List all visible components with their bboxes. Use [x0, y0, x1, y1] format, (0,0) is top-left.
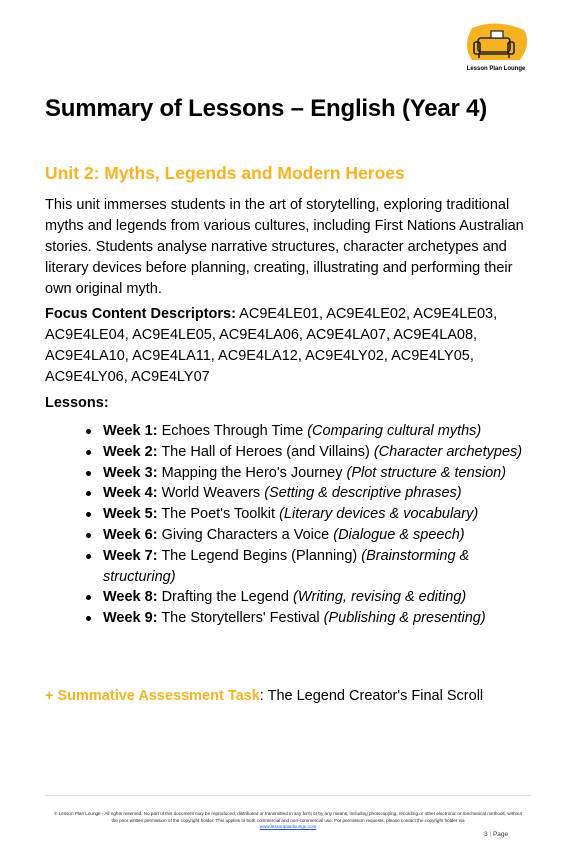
list-item: [82, 483, 532, 504]
page-number-value: 3: [484, 831, 488, 838]
week-label: Week 4:: [103, 485, 158, 502]
week-label: Week 5:: [103, 506, 158, 523]
week-label: Week 7:: [103, 547, 158, 564]
focus-descriptors: [45, 304, 540, 388]
assessment-title: The Legend Creator's Final Scroll: [267, 688, 484, 704]
list-item: [82, 463, 532, 484]
copyright-text: © Lesson Plan Lounge - All rights reserved. No part of this document may be reproduced, distributed or transmitted in any form or by any means, including photocopying, recording or other electronic or mechanical methods, without the prior written permission of the copyright holder. This applies to both commercial and non-commercial use. For permission requests, please contact the copyright holder via: [54, 811, 522, 823]
lesson-title: The Storytellers' Festival: [161, 610, 320, 627]
assessment-task: + Summative Assessment Task: The Legend Creator's Final Scroll: [45, 688, 484, 704]
focus-label: Focus Content Descriptors:: [45, 306, 236, 322]
assessment-label: + Summative Assessment Task: [45, 688, 260, 704]
lesson-focus: (Setting & descriptive phrases): [264, 485, 462, 502]
lesson-focus: (Comparing cultural myths): [307, 423, 482, 439]
list-item: [82, 525, 532, 546]
lesson-title: Mapping the Hero's Journey: [161, 464, 343, 481]
lesson-title: Echoes Through Time: [161, 423, 304, 439]
lessons-list: [82, 421, 532, 629]
lesson-title: Giving Characters a Voice: [161, 526, 330, 543]
lesson-focus: (Brainstorming & structuring): [103, 547, 470, 585]
page-title: Summary of Lessons – English (Year 4): [45, 95, 488, 122]
sofa-icon: [462, 22, 530, 66]
page-label: Page: [492, 831, 509, 838]
week-label: Week 2:: [103, 443, 158, 460]
list-item: [82, 608, 532, 629]
website-link[interactable]: www.lessonplanlounge.com: [259, 824, 317, 829]
lesson-title: The Hall of Heroes (and Villains): [161, 443, 370, 460]
list-item: [82, 587, 532, 608]
week-label: Week 3:: [103, 464, 158, 481]
list-item: [82, 546, 532, 588]
brand-logo: [462, 22, 530, 76]
week-label: Week 9:: [103, 610, 158, 627]
brand-name: Lesson Plan Lounge: [466, 66, 526, 72]
lesson-focus: (Character archetypes): [373, 443, 523, 460]
page-number: 3 | Page: [484, 831, 509, 838]
footer-copyright: [52, 811, 524, 831]
unit-description: This unit immerses students in the art of storytelling, exploring traditional myths and legends from various cultures, including First Nations Australian stories. Students analyse narrative structures, character archetypes and literary devices before planning, creating, illustrating and performing their own original myth.: [45, 197, 524, 297]
lesson-focus: (Dialogue & speech): [333, 526, 465, 543]
week-label: Week 8:: [103, 589, 158, 606]
lesson-focus: (Literary devices & vocabulary): [279, 506, 479, 523]
footer-divider: [45, 795, 531, 796]
list-item: [82, 421, 532, 442]
lessons-heading: Lessons:: [45, 395, 109, 411]
week-label: Week 1:: [103, 423, 158, 439]
lesson-focus: (Plot structure & tension): [346, 464, 507, 481]
lesson-title: The Poet's Toolkit: [161, 506, 276, 523]
list-item: [82, 442, 532, 463]
lesson-title: Drafting the Legend: [161, 589, 289, 606]
lesson-title: The Legend Begins (Planning): [161, 547, 358, 564]
week-label: Week 6:: [103, 526, 158, 543]
focus-codes: AC9E4LE01, AC9E4LE02, AC9E4LE03, AC9E4LE04, AC9E4LE05, AC9E4LA06, AC9E4LA07, AC9E4LA08, AC9E4LA10, AC9E4LA11, AC9E4LA12, AC9E4LY02, AC9E4LY05, AC9E4LY06, AC9E4LY07: [45, 306, 498, 385]
lesson-focus: (Publishing & presenting): [323, 610, 486, 627]
unit-heading: Unit 2: Myths, Legends and Modern Heroes: [45, 163, 405, 183]
lesson-focus: (Writing, revising & editing): [292, 589, 467, 606]
list-item: [82, 504, 532, 525]
lesson-title: World Weavers: [161, 485, 261, 502]
